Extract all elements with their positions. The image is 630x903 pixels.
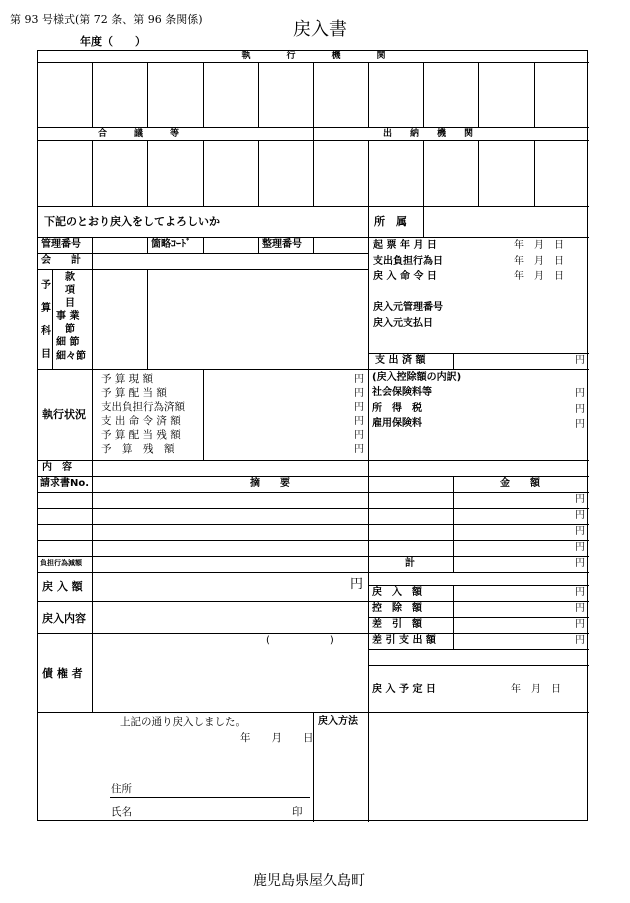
page-title: 戻入書 [293,19,347,40]
mgmt-no-label: 管理番号 [41,239,81,250]
orig-mgmt-label: 戻入元管理番号 [373,302,443,313]
order-date-label: 戻 入 命 令 日 [373,271,437,282]
exec-yen-6: 円 [354,444,364,455]
commit-date-value: 年 月 日 [514,256,564,267]
order-date-value: 年 月 日 [514,271,564,282]
paid-amount-yen: 円 [575,355,585,366]
invoice-yen-3: 円 [575,526,585,537]
seal-label: 印 [292,806,303,818]
invoice-yen-2: 円 [575,510,585,521]
refund-amount-label: 戻 入 額 [42,580,83,593]
deduct-yen-1: 円 [575,388,585,399]
exec-row-1: 予 算 現 額 [101,373,154,385]
right-net-pay-yen: 円 [575,635,585,646]
address-label: 住所 [111,783,132,795]
refund-form [37,50,588,821]
creditor-label: 債 権 者 [42,667,83,680]
content-label: 内 容 [42,462,72,473]
deduct-row-3: 雇用保険料 [372,418,422,429]
budget-col-2: 算 [41,303,51,314]
execution-org-label: 執 行 機 関 [241,51,386,61]
commit-date-label: 支出負担行為日 [373,256,443,267]
request-statement: 下記のとおり戻入をしてよろしいか [44,215,220,228]
exec-row-2: 予 算 配 当 額 [101,387,167,399]
exec-row-5: 予 算 配 当 残 額 [101,429,181,441]
exec-row-3: 支出負担行為済額 [101,401,185,413]
invoice-yen-4: 円 [575,542,585,553]
deduct-row-2: 所 得 税 [372,403,422,414]
right-deduct-yen: 円 [575,603,585,614]
budget-item-jigyo: 事 業 [56,311,80,322]
right-refund-label: 戻 入 額 [372,587,422,598]
budget-item-kou: 項 [65,285,75,296]
paid-amount-label: 支 出 済 額 [375,355,426,366]
name-label: 氏名 [111,806,132,818]
right-deduct-label: 控 除 額 [372,603,422,614]
budget-col-3: 科 [41,326,51,337]
form-number: 第 93 号様式(第 72 条、第 96 条関係) [10,13,203,26]
refund-content-label: 戻入内容 [42,612,86,625]
issue-date-value: 年 月 日 [514,240,564,251]
deduct-yen-3: 円 [575,419,585,430]
exec-row-4: 支 出 命 令 済 額 [101,415,181,427]
method-label: 戻入方法 [318,716,358,727]
issuer-name: 鹿児島県屋久島町 [253,873,365,889]
total-yen: 円 [575,558,585,569]
right-net-pay-label: 差 引 支 出 額 [372,635,436,646]
ref-no-label: 整理番号 [262,239,302,250]
invoice-yen-1: 円 [575,494,585,505]
deduct-row-1: 社会保険料等 [372,387,432,398]
council-label: 合 議 等 [98,129,180,139]
deduct-title: (戻入控除額の内訳) [372,372,462,383]
done-text: 上記の通り戻入しました。 [120,716,246,728]
creditor-paren: ( ) [266,635,334,646]
issue-date-label: 起 票 年 月 日 [373,240,437,251]
total-label: 計 [405,558,415,569]
exec-status-label: 執行状況 [42,408,86,421]
exec-yen-2: 円 [354,388,364,399]
exec-row-6: 予 算 残 額 [101,443,175,455]
treasury-label: 出 納 機 関 [383,129,474,139]
right-net-label: 差 引 額 [372,619,422,630]
budget-col-4: 目 [41,349,51,360]
deduct-yen-2: 円 [575,404,585,415]
fiscal-year: 年度（ ） [80,35,146,48]
abbr-code-label: 箇略ｺｰﾄﾞ [151,239,191,250]
right-net-yen: 円 [575,619,585,630]
orig-pay-label: 戻入元支払日 [373,318,433,329]
exec-yen-5: 円 [354,430,364,441]
exec-yen-3: 円 [354,402,364,413]
affiliation-label: 所 属 [374,215,407,228]
planned-date-value: 年 月 日 [511,684,561,695]
exec-yen-4: 円 [354,416,364,427]
done-date: 年 月 日 [240,732,314,744]
budget-item-setsu: 節 [65,324,75,335]
budget-item-moku: 目 [65,298,75,309]
right-refund-yen: 円 [575,587,585,598]
budget-col-1: 予 [41,280,51,291]
amount-header: 金 額 [500,478,540,489]
budget-item-saisaisetsu: 細々節 [56,351,86,362]
invoice-no-header: 請求書No. [40,478,90,489]
account-label: 会 計 [41,255,81,266]
refund-amount-yen: 円 [350,577,364,592]
summary-header: 摘 要 [250,478,290,489]
planned-date-label: 戻 入 予 定 日 [372,684,436,695]
budget-item-kan: 款 [65,272,75,283]
budget-item-saisetsu: 細 節 [56,337,80,348]
commit-reduce-label: 負担行為減額 [40,559,82,567]
exec-yen-1: 円 [354,374,364,385]
